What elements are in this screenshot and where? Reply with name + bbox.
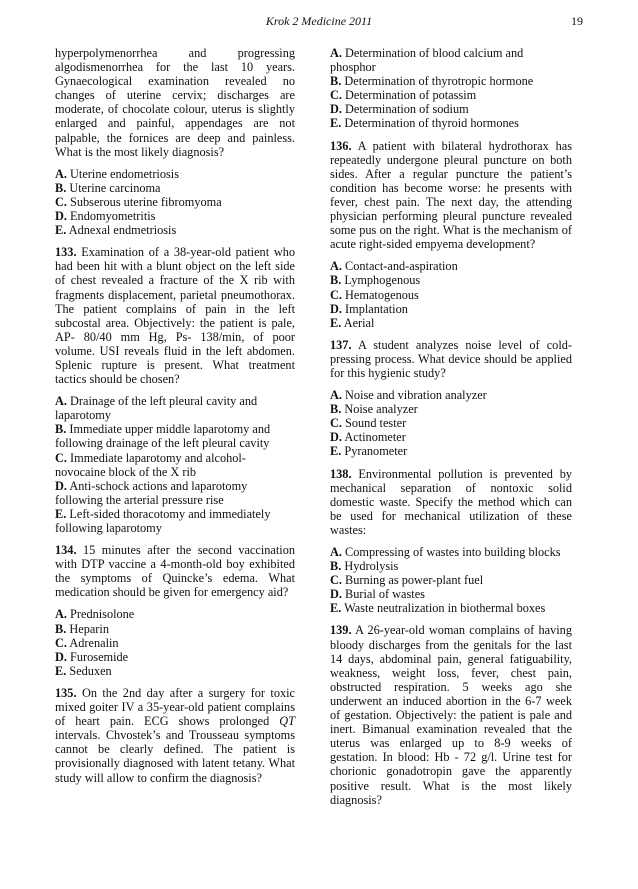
page-header [55, 14, 583, 30]
options-136 [330, 259, 572, 329]
right-column [330, 46, 572, 815]
option-b: B. Lymphogenous [330, 273, 421, 288]
option-c: C. Sound tester [330, 416, 407, 431]
question-number: 135. [55, 685, 77, 700]
option-b: B. Determination of thyrotropic hormone [330, 74, 534, 89]
question-number: 136. [330, 138, 352, 153]
question-number: 139. [330, 623, 352, 638]
option-c: C. Determination of potassim [330, 88, 477, 103]
question-number: 134. [55, 543, 77, 558]
options-134 [55, 607, 295, 677]
option-a: A. Prednisolone [55, 607, 135, 622]
options-132 [55, 167, 295, 237]
qt-italic: QT [279, 714, 295, 729]
option-d: D. Implantation [330, 301, 408, 316]
question-134: 134. 15 minutes after the second vaccination with DTP vaccine a 4-month-old boy exhibited the symptoms of Quincke’s edema. What medication should be given for emergency aid? [55, 543, 295, 600]
option-a: A. Drainage of the left pleural cavity and laparotomy [55, 394, 258, 423]
option-e: E. Left-sided thoracotomy and immediately following laparotomy [55, 506, 271, 535]
option-e: E. Determination of thyroid hormones [330, 116, 519, 131]
option-e: E. Adnexal endmetriosis [55, 223, 177, 238]
option-d: D. Endomyometritis [55, 209, 156, 224]
running-title: Krok 2 Medicine 2011 [265, 14, 373, 28]
option-e: E. Seduxen [55, 663, 112, 678]
option-a: A. Determination of blood calcium and phosphor [330, 46, 524, 75]
option-c: C. Adrenalin [55, 635, 119, 650]
option-b: B. Noise analyzer [330, 402, 418, 417]
option-d: D. Anti-schock actions and laparotomy following the arterial pressure rise [55, 478, 248, 507]
option-e: E. Aerial [330, 315, 375, 330]
question-137: 137. A student analyzes noise level of cold-pressing process. What device should be applied for this hygienic study? [330, 337, 572, 380]
question-132-continued: hyperpolymenorrhea and progressing algodismenorrhea for the last 10 years. Gynaecological examination revealed no changes of uterine cervix; discharges are moderate, of chocolate colour, uterus is slightly enlarged and painful, appendages are not palpable, the fornices are deep and painless. What is the most likely diagnosis? [55, 46, 295, 159]
option-a: A. Compressing of wastes into building blocks [330, 545, 561, 559]
options-135 [330, 46, 572, 131]
question-number: 138. [330, 466, 352, 481]
question-number: 137. [330, 337, 352, 352]
option-b: B. Uterine carcinoma [55, 180, 161, 195]
option-c: C. Immediate laparotomy and alcohol-novocaine block of the X rib [55, 450, 246, 479]
page-number: 19 [571, 14, 583, 28]
option-d: D. Burial of wastes [330, 587, 425, 602]
option-c: C. Hematogenous [330, 287, 419, 302]
options-133 [55, 394, 295, 535]
options-138 [330, 545, 572, 615]
option-a: A. Contact-and-aspiration [330, 259, 458, 274]
question-139: 139. A 26-year-old woman complains of having bloody discharges from the genitals for the last 14 days, abdominal pain, general fatiguability, weakness, weight loss, fever, chest pain, obstructed respiration. 5 weeks ago she underwent an induced abortion in the 6-7 week of gestation. Objectively: the patient is pale and inert. Bimanual examination revealed that the uterus was enlarged up to 8-9 weeks of gestation. In blood: Hb - 72 g/l. Urine test for chorionic gonadotropin gave the apparently positive result. What is the most likely diagnosis? [330, 623, 572, 807]
option-a: A. Noise and vibration analyzer [330, 388, 487, 403]
question-number: 133. [55, 245, 77, 260]
option-b: B. Hydrolysis [330, 559, 399, 574]
option-d: D. Furosemide [55, 649, 129, 664]
option-d: D. Actinometer [330, 430, 406, 445]
question-133: 133. Examination of a 38-year-old patient who had been hit with a blunt object on the left side of chest revealed a fracture of the X rib with fragments displacement, parietal pneumothorax. The patient complains of pain in the left subcostal area. Objectively: the patient is pale, AP- 80/40 mm Hg, Ps- 138/min, of poor volume. USI reveals fluid in the left abdomen. Splenic rupture is present. What treatment tactics should be chosen? [55, 245, 295, 387]
question-136: 136. A patient with bilateral hydrothorax has repeatedly undergone pleural puncture on both sides. After a regular puncture the patient’s condition has become worse: he presents with fever, chest pain. The next day, the attending physician performing pleural puncture revealed some pus on the right. What is the mechanism of acute right-sided empyema development? [330, 138, 572, 252]
option-c: C. Burning as power-plant fuel [330, 573, 484, 588]
option-a: A. Uterine endometriosis [55, 166, 179, 181]
question-135: 135. On the 2nd day after a surgery for toxic mixed goiter IV a 35-year-old patient complains of heart pain. ECG shows prolonged QT intervals. Chvostek’s and Trousseau symptoms cannot be clearly defined. The patient is provisionally diagnosed with latent tetany. What study will allow to confirm the diagnosis? [55, 685, 295, 785]
options-137 [330, 388, 572, 458]
option-e: E. Waste neutralization in biothermal boxes [330, 601, 546, 616]
left-column [55, 46, 295, 793]
option-e: E. Pyranometer [330, 444, 408, 459]
option-d: D. Determination of sodium [330, 102, 469, 117]
option-b: B. Heparin [55, 621, 109, 636]
option-b: B. Immediate upper middle laparotomy and following drainage of the left pleural cavity [55, 422, 271, 451]
option-c: C. Subserous uterine fibromyoma [55, 194, 222, 209]
question-138: 138. Environmental pollution is prevented by mechanical separation of nontoxic solid domestic waste. Specify the method which can be used for mechanical utilization of these wastes: [330, 466, 573, 537]
